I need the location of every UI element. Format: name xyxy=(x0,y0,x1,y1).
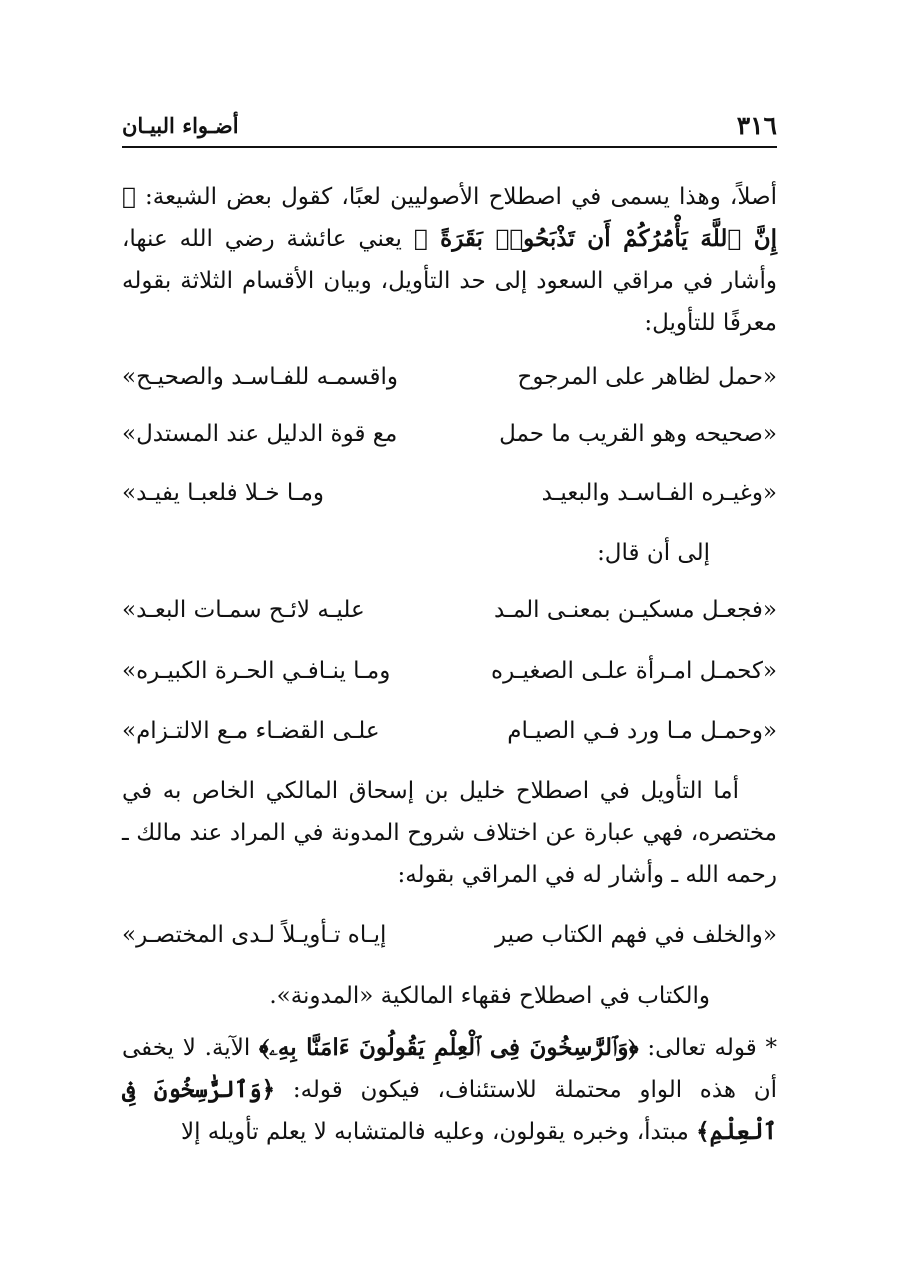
verse-line xyxy=(122,915,777,955)
paragraph-1-text-b: يعني عائشة رضي الله عنها، وأشار في مراقي السعود إلى حد التأويل، وبيان الأقسام الثلاثة بقوله معرفًا للتأويل: xyxy=(122,226,777,336)
verse-line xyxy=(122,651,777,691)
header-rule xyxy=(122,146,777,148)
verse-second-hemistich: علـى القضـاء مـع الالتـزام» xyxy=(122,718,380,744)
paragraph-2: أما التأويل في اصطلاح خليل بن إسحاق المالكي الخاص به في مختصره، فهي عبارة عن اختلاف شروح المدونة في المراد عند مالك ـ رحمه الله ـ وأشار له في المراقي بقوله: xyxy=(122,778,777,888)
verse-second-hemistich: ومـا ينـافـي الحـرة الكبيـره» xyxy=(122,658,391,684)
verse-line xyxy=(122,414,777,454)
verse-second-hemistich: عليـه لائـح سمـات البعـد» xyxy=(122,597,365,623)
verse-first-hemistich: «كحمـل امـرأة علـى الصغيـره xyxy=(491,658,777,684)
verse-first-hemistich: «والخلف في فهم الكتاب صير xyxy=(494,922,777,948)
quran-quote: ﴿وَٱلرَّٰسِخُونَ فِى ٱلْعِلْمِ﴾ xyxy=(122,1076,777,1145)
paragraph-1-text-a: أصلاً، وهذا يسمى في اصطلاح الأصوليين لعبًا، كقول بعض الشيعة: xyxy=(135,184,777,210)
verse-second-hemistich: واقسمـه للفـاسـد والصحيـح» xyxy=(122,364,398,390)
verse-line xyxy=(122,473,777,513)
paragraph-3-text-a: * قوله تعالى: xyxy=(638,1035,778,1061)
verse-line xyxy=(122,590,777,630)
quran-quote: ﴿ إِنَّ ٱللَّهَ يَأْمُرُكُمْ أَن تَذْبَحُوا۟ بَقَرَةً ﴾ xyxy=(122,183,778,252)
verse-first-hemistich: «صحيحه وهو القريب ما حمل xyxy=(499,421,777,447)
verse-line xyxy=(122,711,777,751)
verse-first-hemistich: «وغيـره الفـاسـد والبعيـد xyxy=(541,480,777,506)
paragraph-3-text-b: الآية. لا يخفى أن هذه الواو محتملة للاستئناف، فيكون قوله: xyxy=(122,1035,777,1103)
page-number: ٣١٦ xyxy=(736,110,777,140)
verse-first-hemistich: «حمل لظاهر على المرجوح xyxy=(517,364,777,390)
verse-second-hemistich: إيـاه تـأويـلاً لـدى المختصـر» xyxy=(122,922,387,948)
verse-first-hemistich: «وحمـل مـا ورد فـي الصيـام xyxy=(507,718,777,744)
verse-second-hemistich: مع قوة الدليل عند المستدل» xyxy=(122,421,398,447)
paragraph-1 xyxy=(122,176,777,344)
book-title: أضـواء البيـان xyxy=(122,112,239,138)
page-header xyxy=(122,108,777,142)
quran-quote: ﴿وَٱلرَّٰسِخُونَ فِى ٱلْعِلْمِ يَقُولُونَ ءَامَنَّا بِهِۦ﴾ xyxy=(258,1034,639,1061)
verse-line xyxy=(122,357,777,397)
paragraph-3 xyxy=(122,1027,777,1153)
kitab-definition-line: والكتاب في اصطلاح فقهاء المالكية «المدونة». xyxy=(269,983,710,1009)
verse-first-hemistich: «فجعـل مسكيـن بمعنـى المـد xyxy=(494,597,777,623)
transition-line: إلى أن قال: xyxy=(597,540,710,566)
paragraph-3-text-c: مبتدأ، وخبره يقولون، وعليه فالمتشابه لا يعلم تأويله إلا xyxy=(180,1119,697,1145)
verse-second-hemistich: ومـا خـلا فلعبـا يفيـد» xyxy=(122,480,325,506)
